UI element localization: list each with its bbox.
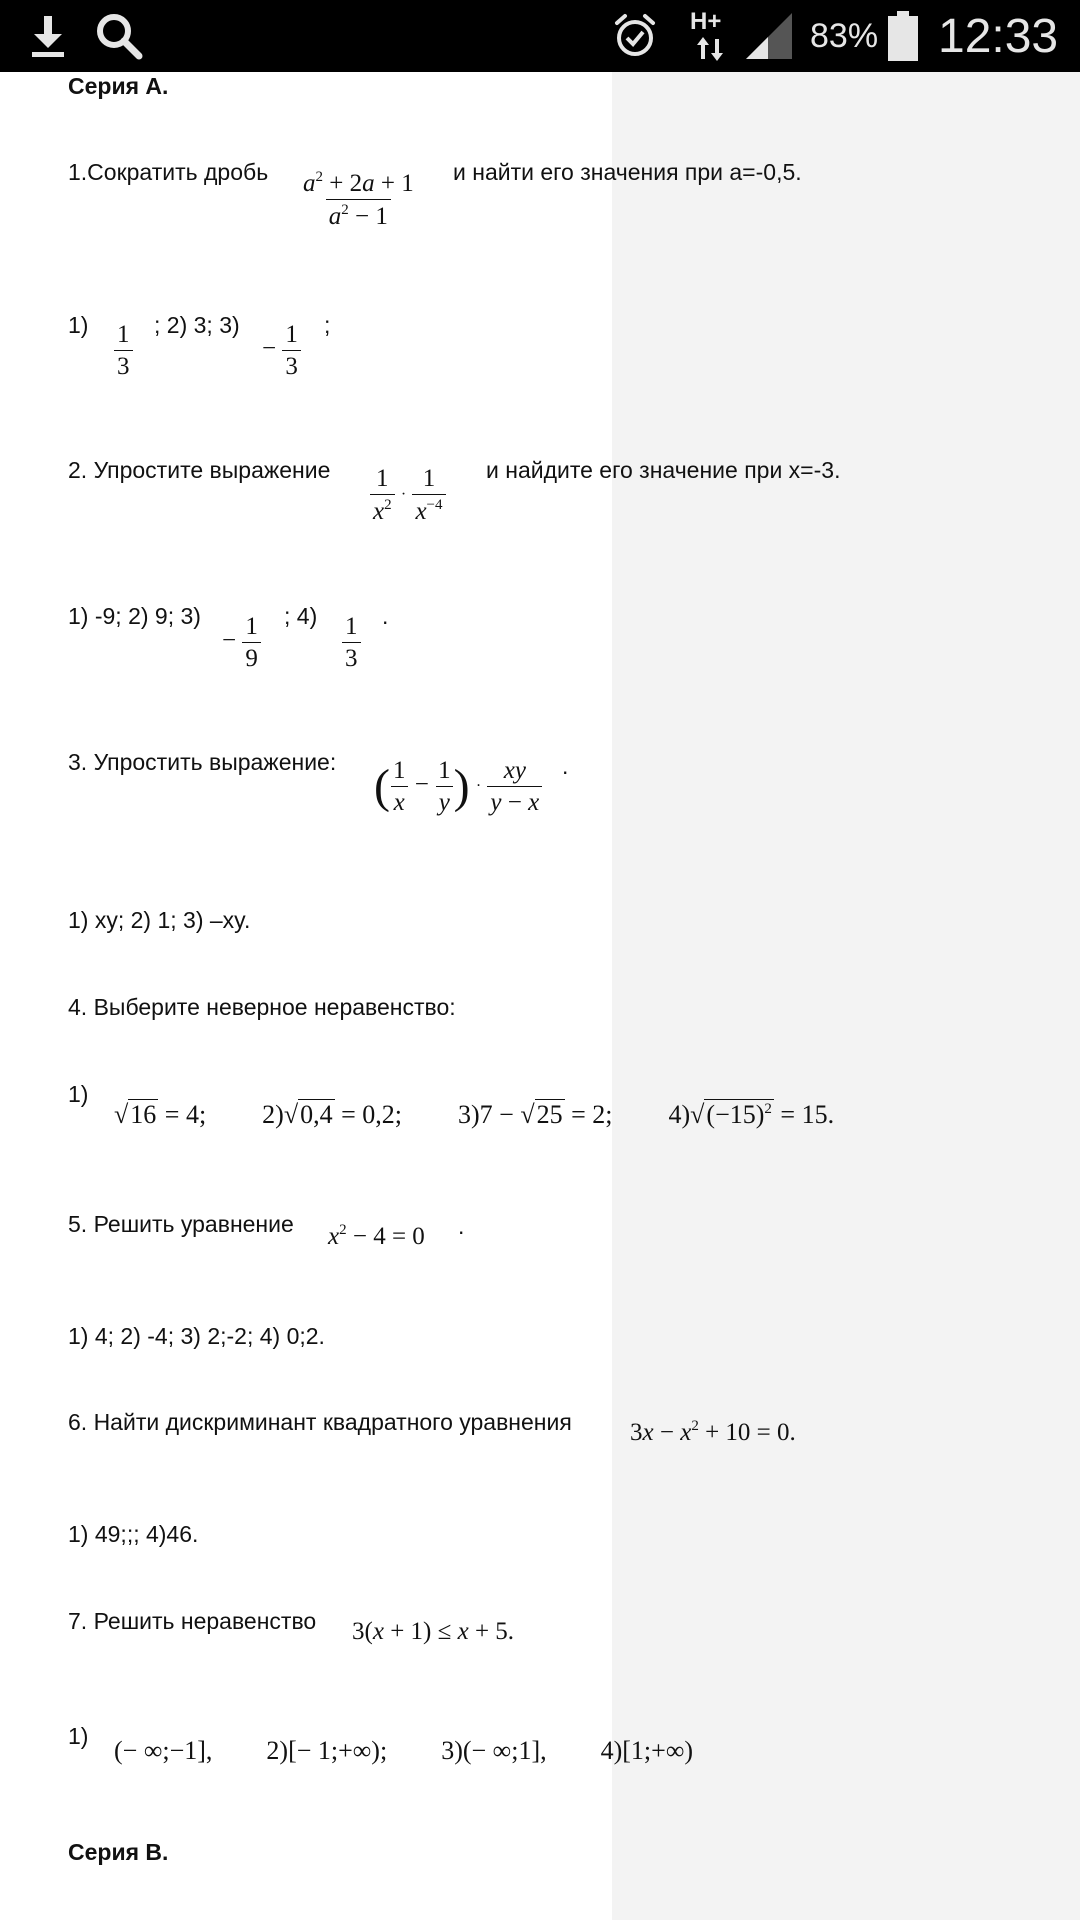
q2-answers-mid: ; 4) <box>284 603 318 629</box>
network-type: H+ <box>690 8 722 35</box>
q3-expression: ( $\frac{1}{x}$ − $\frac{1}{y}$ ) · $\frac{xy}{y - x}$ <box>374 758 542 815</box>
q4-answers-label: 1) <box>68 1081 89 1107</box>
alarm-icon <box>612 0 658 72</box>
q7-answers-label: 1) <box>68 1723 89 1749</box>
q6-text: 6. Найти дискриминант квадратного уравнения <box>68 1409 572 1435</box>
series-b-heading: Серия В. <box>68 1839 169 1865</box>
q1-text: 1.Сократить дробь <box>68 159 269 185</box>
q1-answer-1-fraction: $\frac{1}{3}$ <box>114 322 133 379</box>
q3-text: 3. Упростить выражение: <box>68 749 337 775</box>
q4-options: √16 = 4; 2)√0,4 = 0,2; 3)7 − √25 = 2; $4)√(-15)^2 = 15$. <box>114 1100 835 1129</box>
q7-inequality: 3(x + 1) ≤ x + 5. <box>352 1618 515 1645</box>
q2-answer-4-fraction: $\frac{1}{3}$ <box>342 614 361 671</box>
q1-answers-end: ; <box>324 312 331 338</box>
data-arrows-icon <box>696 34 724 64</box>
document-margin <box>612 72 1080 1920</box>
download-icon[interactable] <box>28 0 68 72</box>
q1-answers-label: 1) <box>68 312 89 338</box>
signal-icon <box>744 0 794 72</box>
q1-answer-3-fraction: − $\frac{1}{3}$ <box>262 322 301 379</box>
q5-dot: . <box>458 1213 465 1239</box>
q2-expression: $\frac{1}{x^2}$ · $\frac{1}{x^{-4}}$ <box>370 466 446 524</box>
clock: 12:33 <box>938 9 1059 63</box>
q5-text: 5. Решить уравнение <box>68 1211 294 1237</box>
q3-answers: 1) xy; 2) 1; 3) –xy. <box>68 907 251 933</box>
q1-text-2: и найти его значения при a=-0,5. <box>453 159 802 185</box>
q2-answers-label: 1) -9; 2) 9; 3) <box>68 603 201 629</box>
q6-equation: $3x - x^2 + 10 = 0$. <box>630 1418 796 1446</box>
q1-answers-mid: ; 2) 3; 3) <box>154 312 240 338</box>
series-a-heading: Серия А. <box>68 73 169 99</box>
q4-text: 4. Выберите неверное неравенство: <box>68 994 456 1020</box>
q7-text: 7. Решить неравенство <box>68 1608 317 1634</box>
q2-text-2: и найдите его значение при x=-3. <box>486 457 841 483</box>
q3-dot: . <box>562 753 569 779</box>
q2-text: 2. Упростите выражение <box>68 457 331 483</box>
q2-answer-3-fraction: − $\frac{1}{9}$ <box>222 614 261 671</box>
status-bar <box>0 0 1080 72</box>
battery-icon <box>888 0 918 72</box>
search-icon[interactable] <box>94 0 144 72</box>
q1-fraction: $\frac{a^2 + 2a + 1}{a^2 - 1}$ <box>303 169 414 230</box>
q7-options: (− ∞;−1], 2)[− 1;+∞); 3)(− ∞;1], 4)[1;+∞) <box>114 1736 694 1765</box>
q5-equation: $x^2 - 4 = 0$ <box>328 1222 425 1250</box>
q2-answers-end: . <box>382 603 389 629</box>
q5-answers: 1) 4; 2) -4; 3) 2;-2; 4) 0;2. <box>68 1323 325 1349</box>
q6-answers: 1) 49;;; 4)46. <box>68 1521 199 1547</box>
battery-percent: 83% <box>810 16 879 55</box>
